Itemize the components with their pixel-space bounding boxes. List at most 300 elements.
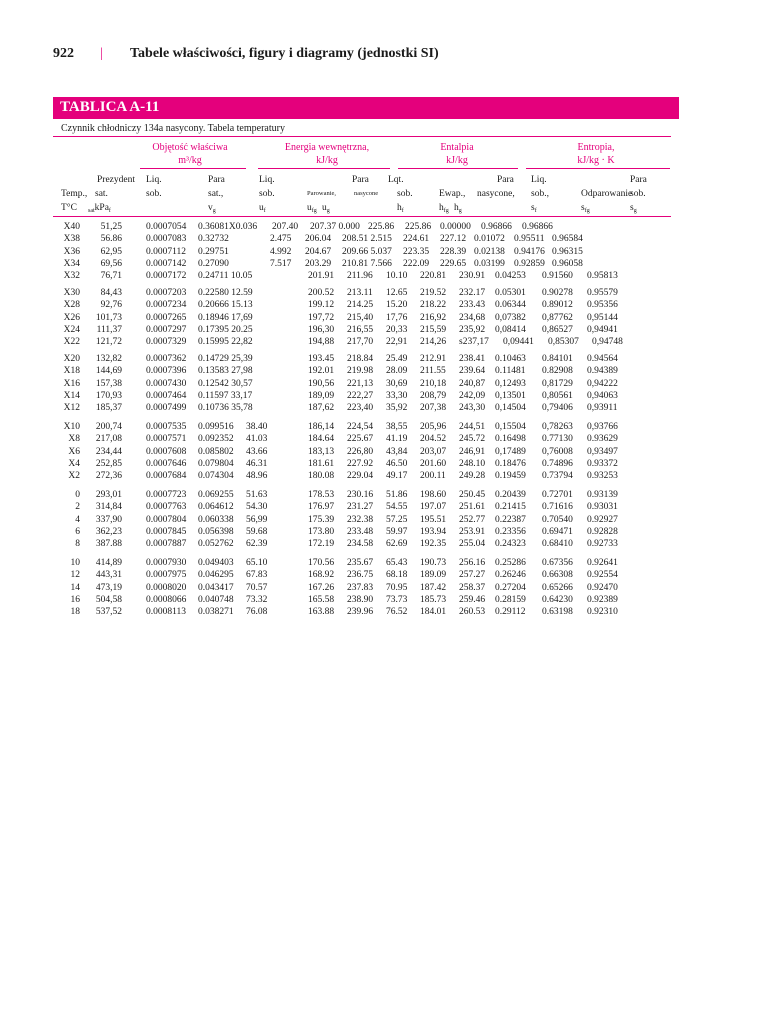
cell-value: 193.94 [420, 526, 447, 537]
cell-temp: 10 [70, 558, 80, 568]
table-row [0, 421, 768, 433]
cell-value: 223.35 [403, 246, 430, 257]
group-entropy [546, 141, 646, 167]
cell-value: 229.65 [440, 258, 467, 269]
cell-value: 219.52 [420, 288, 447, 298]
cell-value: 70.57 [246, 582, 268, 593]
cell-value: 0.36081X0.036 [198, 222, 258, 232]
table-row [0, 336, 768, 348]
cell-temp: X8 [68, 434, 80, 445]
cell-value: 168.92 [308, 570, 335, 581]
cell-value: 73.32 [246, 594, 268, 605]
cell-value: 0,76008 [542, 446, 573, 457]
cell-value: 0,80561 [542, 390, 573, 401]
cell-value: 260.53 [459, 607, 486, 618]
cell-value: 0,81729 [542, 378, 573, 389]
cell-value: 203.29 [305, 258, 332, 269]
cell-value: 248.10 [459, 458, 486, 469]
cell-temp: 2 [75, 502, 80, 513]
header-separator: | [100, 46, 103, 61]
cell-temp: 4 [75, 514, 80, 525]
table-row [0, 582, 768, 594]
cell-value: 232.38 [347, 514, 374, 525]
cell-value: 0.94176 [514, 246, 545, 257]
cell-value: 194,88 [308, 337, 335, 348]
cell-value: 57.25 [386, 514, 408, 525]
group-energy [262, 141, 392, 167]
cell-value: 0.0007930 [146, 558, 187, 568]
cell-value: 0,93911 [587, 403, 618, 414]
cell-value: 0.18476 [495, 458, 526, 469]
cell-value: 239.64 [459, 366, 486, 377]
cell-temp: X2 [68, 471, 80, 482]
cell-value: 199.12 [308, 300, 335, 311]
cell-value: 0.28159 [495, 594, 526, 605]
cell-value: 4.992 [270, 246, 292, 257]
page-number: 922 [53, 46, 74, 61]
cell-value: 76.08 [246, 607, 268, 618]
cell-value: s237,17 [459, 337, 489, 348]
cell-value: 236.75 [347, 570, 374, 581]
cell-value: 62.69 [386, 539, 408, 550]
cell-value: 210.81 7.566 [342, 258, 392, 269]
group-enthalpy-title: Entalpia [440, 142, 474, 153]
cell-value: 0.0007234 [146, 300, 187, 311]
cell-temp: 8 [75, 539, 80, 550]
cell-value: 12.65 [386, 288, 408, 298]
cell-value: 0.96866 [522, 222, 553, 232]
group-entropy-rule [526, 168, 670, 169]
cell-value: 0.12542 30,57 [198, 378, 253, 389]
cell-value: 189,09 [308, 390, 335, 401]
cell-value: 0.93253 [587, 471, 618, 482]
cell-value: 203,07 [420, 446, 447, 457]
cell-value: 196,30 [308, 324, 335, 335]
cell-value: 0.0007054 [146, 222, 187, 232]
cell-temp: X10 [63, 422, 80, 432]
cell-value: 208,79 [420, 390, 447, 401]
cell-value: 0.26246 [495, 570, 526, 581]
cell-value: 0.95813 [587, 271, 618, 282]
cell-pressure: 101,73 [95, 312, 122, 323]
cell-value: 56,99 [246, 514, 268, 525]
col-uf [259, 202, 266, 217]
cell-value: 0.11481 [495, 366, 526, 377]
table-row [0, 557, 768, 569]
cell-value: 73.73 [386, 594, 408, 605]
cell-value: 0.13583 27,98 [198, 366, 253, 377]
cell-value: 224.61 [403, 234, 430, 245]
group-enthalpy-rule [398, 168, 518, 169]
cell-value: 0,78263 [542, 422, 573, 432]
cell-value: 67.83 [246, 570, 268, 581]
table-row [0, 270, 768, 282]
table-row [0, 606, 768, 618]
cell-value: 0.96584 [552, 234, 583, 245]
cell-value: 0.0007684 [146, 471, 187, 482]
cell-value: 238.41 [459, 354, 486, 364]
cell-value: 257.27 [459, 570, 486, 581]
cell-value: 163.88 [308, 607, 335, 618]
cell-value: 70.95 [386, 582, 408, 593]
group-volume-rule [140, 168, 246, 169]
cell-value: 0.17395 20.25 [198, 324, 253, 335]
top-rule [53, 136, 671, 137]
cell-value: 180.08 [308, 471, 335, 482]
table-row [0, 569, 768, 581]
cell-temp: 16 [70, 594, 80, 605]
cell-temp: X24 [63, 324, 80, 335]
cell-value: 198.60 [420, 490, 447, 500]
cell-value: 38,55 [386, 422, 408, 432]
cell-value: 165.58 [308, 594, 335, 605]
cell-value: 0.64230 [542, 594, 573, 605]
cell-value: 2.475 [270, 234, 292, 245]
cell-temp: X32 [63, 271, 80, 282]
cell-value: 46.31 [246, 458, 268, 469]
cell-value: 49.17 [386, 471, 408, 482]
group-energy-title: Energia wewnętrzna, [284, 142, 370, 153]
cell-value: 0.06344 [495, 300, 526, 311]
group-volume-unit: m³/kg [178, 155, 202, 166]
col-vg [208, 202, 216, 217]
cell-value: 0.0007646 [146, 458, 187, 469]
cell-value: 222.09 [403, 258, 430, 269]
cell-value: 209.66 5.037 [342, 246, 392, 257]
cell-value: 54.55 [386, 502, 408, 513]
group-energy-unit: kJ/kg [316, 155, 338, 166]
cell-pressure: 337,90 [95, 514, 122, 525]
cell-value: 0,94941 [587, 324, 618, 335]
col-sg-sub: g [633, 208, 637, 214]
cell-value: 0.0007723 [146, 490, 187, 500]
cell-value: 0.19459 [495, 471, 526, 482]
cell-value: 0.074304 [198, 471, 234, 482]
cell-value: 228.39 [440, 246, 467, 257]
cell-value: 0,86527 [542, 324, 573, 335]
col-sf-text: s [531, 203, 535, 213]
cell-value: 186,14 [308, 422, 335, 432]
cell-value: 235,92 [459, 324, 486, 335]
cell-value: 0,93766 [587, 422, 618, 432]
cell-value: 0.96058 [552, 258, 583, 269]
col-hf-text: h [397, 203, 402, 213]
cell-value: 184.64 [308, 434, 335, 445]
group-entropy-title: Entropia, [577, 142, 615, 153]
cell-value: 0,79406 [542, 403, 573, 414]
cell-value: 219.98 [347, 366, 374, 377]
cell-value: 0.16498 [495, 434, 526, 445]
cell-value: 0.0007887 [146, 539, 187, 550]
cell-value: 225.86 [405, 222, 432, 232]
cell-value: 0.92828 [587, 526, 618, 537]
cell-value: 0.24711 10.05 [198, 271, 253, 282]
col-ug-text: u [322, 203, 327, 213]
cell-value: 223,40 [347, 403, 374, 414]
cell-value: 249.28 [459, 471, 486, 482]
col-s-liq1: Liq. [531, 175, 547, 185]
cell-value: 214,26 [420, 337, 447, 348]
cell-value: 0.66308 [542, 570, 573, 581]
group-enthalpy-unit: kJ/kg [446, 155, 468, 166]
cell-value: 226,80 [347, 446, 374, 457]
cell-temp: X6 [68, 446, 80, 457]
header-title: Tabele właściwości, figury i diagramy (jednostki SI) [130, 46, 439, 61]
cell-value: 0.95356 [587, 300, 618, 311]
cell-pressure: 362,23 [95, 526, 122, 537]
cell-pressure: 170,93 [95, 390, 122, 401]
col-h-ewap: Ewap., [439, 189, 466, 199]
cell-value: 41.19 [386, 434, 408, 445]
cell-value: 0.0008113 [146, 607, 187, 618]
cell-value: 15.20 [386, 300, 408, 311]
cell-pressure: 51,25 [100, 222, 122, 232]
cell-value: 0,93497 [587, 446, 618, 457]
cell-value: 187.42 [420, 582, 447, 593]
col-u-parowanie: Parowanie, [307, 190, 337, 197]
group-entropy-unit: kJ/kg · K [577, 155, 615, 166]
cell-value: 0.049403 [198, 558, 234, 568]
cell-value: 233.43 [459, 300, 486, 311]
cell-value: 215,59 [420, 324, 447, 335]
table-row [0, 489, 768, 501]
cell-value: 7.517 [270, 258, 292, 269]
cell-value: 51.86 [386, 490, 408, 500]
cell-pressure: 84,43 [100, 288, 122, 298]
cell-value: 0.95579 [587, 288, 618, 298]
cell-value: 0.20439 [495, 490, 526, 500]
cell-value: 204.52 [420, 434, 447, 445]
cell-value: 0.69471 [542, 526, 573, 537]
cell-pressure: 144,69 [95, 366, 122, 377]
cell-value: 234,68 [459, 312, 486, 323]
cell-value: 255.04 [459, 539, 486, 550]
table-row [0, 365, 768, 377]
col-hf [397, 202, 404, 217]
table-row [0, 312, 768, 324]
cell-temp: 18 [70, 607, 80, 618]
cell-value: 211.55 [420, 366, 446, 377]
cell-value: 51.63 [246, 490, 268, 500]
col-sg-text: s [630, 203, 634, 213]
cell-value: 43,84 [386, 446, 408, 457]
col-hg-sub: g [458, 208, 462, 214]
cell-temp: X14 [63, 390, 80, 401]
cell-value: 0.92310 [587, 607, 618, 618]
col-h-liq2: sob. [397, 189, 413, 199]
cell-value: 0.93629 [587, 434, 618, 445]
cell-value: 0.085802 [198, 446, 234, 457]
table-row [0, 258, 768, 270]
cell-value: 68.18 [386, 570, 408, 581]
cell-value: 0.67356 [542, 558, 573, 568]
col-sfg-sub: fg [584, 208, 590, 214]
cell-value: 0.0007396 [146, 366, 187, 377]
cell-temp: X40 [63, 222, 80, 232]
col-sfg [581, 202, 590, 217]
cell-value: 0,15504 [495, 422, 526, 432]
cell-value: 0.0007297 [146, 324, 187, 335]
cell-value: 0,07382 [495, 312, 526, 323]
cell-value: 193.45 [308, 354, 335, 364]
col-s-para2: sob. [630, 189, 646, 199]
cell-value: 0.0007499 [146, 403, 187, 414]
cell-pressure: 56.86 [100, 234, 122, 245]
cell-value: 200.52 [308, 288, 335, 298]
cell-value: 59.68 [246, 526, 268, 537]
cell-value: 172.19 [308, 539, 335, 550]
cell-value: 0.099516 [198, 422, 234, 432]
cell-temp: X20 [63, 354, 80, 364]
cell-value: 195.51 [420, 514, 447, 525]
cell-pressure: 272,36 [95, 471, 122, 482]
col-ug [322, 202, 330, 217]
cell-value: 0.29112 [495, 607, 526, 618]
cell-pressure: 293,01 [95, 490, 122, 500]
cell-value: 33,30 [386, 390, 408, 401]
cell-pressure: 234,44 [95, 446, 122, 457]
cell-value: 0.92641 [587, 558, 618, 568]
col-h-nasycone: nasycone, [477, 189, 515, 199]
cell-value: 0.0007112 [146, 246, 187, 257]
cell-temp: 12 [70, 570, 80, 581]
cell-pressure: 504,58 [95, 594, 122, 605]
cell-value: 167.26 [308, 582, 335, 593]
cell-value: 0.22580 12.59 [198, 288, 253, 298]
cell-value: 28.09 [386, 366, 408, 377]
cell-value: 192.01 [308, 366, 335, 377]
cell-value: 0.91560 [542, 271, 573, 282]
cell-value: 200.11 [420, 471, 446, 482]
table-row [0, 353, 768, 365]
cell-value: 0,09441 [503, 337, 534, 348]
cell-pressure: 200,74 [95, 422, 122, 432]
cell-value: 0.00000 [440, 222, 471, 232]
cell-value: 207.40 [272, 222, 299, 232]
cell-value: 0.15995 22,82 [198, 337, 253, 348]
cell-value: 0.21415 [495, 502, 526, 513]
cell-value: 227.92 [347, 458, 374, 469]
col-psat-sub: sat [88, 208, 95, 214]
table-label-bar [53, 97, 679, 119]
cell-value: 0,08414 [495, 324, 526, 335]
cell-pressure: 76,71 [100, 271, 122, 282]
col-u-liq2: sob. [259, 189, 275, 199]
col-ufg-text: u [307, 203, 312, 213]
cell-value: 46.50 [386, 458, 408, 469]
cell-value: 190,56 [308, 378, 335, 389]
col-v-para2: sat., [208, 189, 224, 199]
cell-value: 213.11 [347, 288, 373, 298]
cell-value: 0.0007804 [146, 514, 187, 525]
cell-value: 0.03199 [474, 258, 505, 269]
cell-value: 232.17 [459, 288, 486, 298]
cell-value: 35,92 [386, 403, 408, 414]
cell-value: 0.29751 [198, 246, 229, 257]
cell-value: 229.04 [347, 471, 374, 482]
table-row [0, 390, 768, 402]
cell-value: 0.040748 [198, 594, 234, 605]
cell-value: 0.0007464 [146, 390, 187, 401]
cell-value: 233.48 [347, 526, 374, 537]
cell-value: 0.0007265 [146, 312, 187, 323]
table-row [0, 470, 768, 482]
group-volume-title: Objętość właściwa [152, 142, 228, 153]
cell-value: 48.96 [246, 471, 268, 482]
cell-value: 190.73 [420, 558, 447, 568]
cell-pressure: 314,84 [95, 502, 122, 513]
cell-value: 210,18 [420, 378, 447, 389]
cell-pressure: 111,37 [96, 324, 122, 335]
group-enthalpy [407, 141, 507, 167]
cell-value: 54.30 [246, 502, 268, 513]
col-s-liq2: sob., [531, 189, 549, 199]
cell-temp: X30 [63, 288, 80, 298]
table-row [0, 233, 768, 245]
cell-value: 0,17489 [495, 446, 526, 457]
cell-pressure: 185,37 [95, 403, 122, 414]
cell-value: 0.94564 [587, 354, 618, 364]
cell-value: 0.93139 [587, 490, 618, 500]
col-vg-text: v [208, 203, 213, 213]
cell-value: 211.96 [347, 271, 373, 282]
cell-value: 0,12493 [495, 378, 526, 389]
col-v-liq1: Liq. [146, 175, 162, 185]
cell-value: 0,94222 [587, 378, 618, 389]
cell-value: 242,09 [459, 390, 486, 401]
cell-value: 245.72 [459, 434, 486, 445]
cell-value: 0.63198 [542, 607, 573, 618]
cell-value: 250.45 [459, 490, 486, 500]
cell-temp: X18 [63, 366, 80, 377]
cell-value: 10.10 [386, 271, 408, 282]
col-hg-text: h [454, 203, 459, 213]
cell-value: 62.39 [246, 539, 268, 550]
cell-value: 0.82908 [542, 366, 573, 377]
cell-value: 0.93372 [587, 458, 618, 469]
col-hf-sub: f [401, 208, 404, 214]
table-row [0, 324, 768, 336]
cell-value: 0,95144 [587, 312, 618, 323]
cell-value: 30,69 [386, 378, 408, 389]
cell-value: 240,87 [459, 378, 486, 389]
col-hg [454, 202, 462, 217]
cell-value: 0.95511 [514, 234, 545, 245]
cell-value: 0.0007763 [146, 502, 187, 513]
cell-value: 0.89012 [542, 300, 573, 311]
cell-value: 0.01072 [474, 234, 505, 245]
cell-value: 76.52 [386, 607, 408, 618]
cell-temp: X16 [63, 378, 80, 389]
cell-value: 230.16 [347, 490, 374, 500]
cell-value: 214.25 [347, 300, 374, 311]
table-row [0, 299, 768, 311]
cell-value: 258.37 [459, 582, 486, 593]
cell-value: 218.84 [347, 354, 374, 364]
cell-pressure: 537,52 [95, 607, 122, 618]
cell-value: 0.14729 25,39 [198, 354, 253, 364]
cell-value: 0.056398 [198, 526, 234, 537]
col-psat: $_{sat}$kPa$_f$ [88, 203, 111, 214]
col-u-para: Para [352, 175, 369, 185]
cell-value: 0.92927 [587, 514, 618, 525]
cell-value: 252.77 [459, 514, 486, 525]
cell-value: 0,14504 [495, 403, 526, 414]
cell-value: 0,94063 [587, 390, 618, 401]
cell-value: 170.56 [308, 558, 335, 568]
cell-pressure: 252,85 [95, 458, 122, 469]
cell-value: 0.0008020 [146, 582, 187, 593]
